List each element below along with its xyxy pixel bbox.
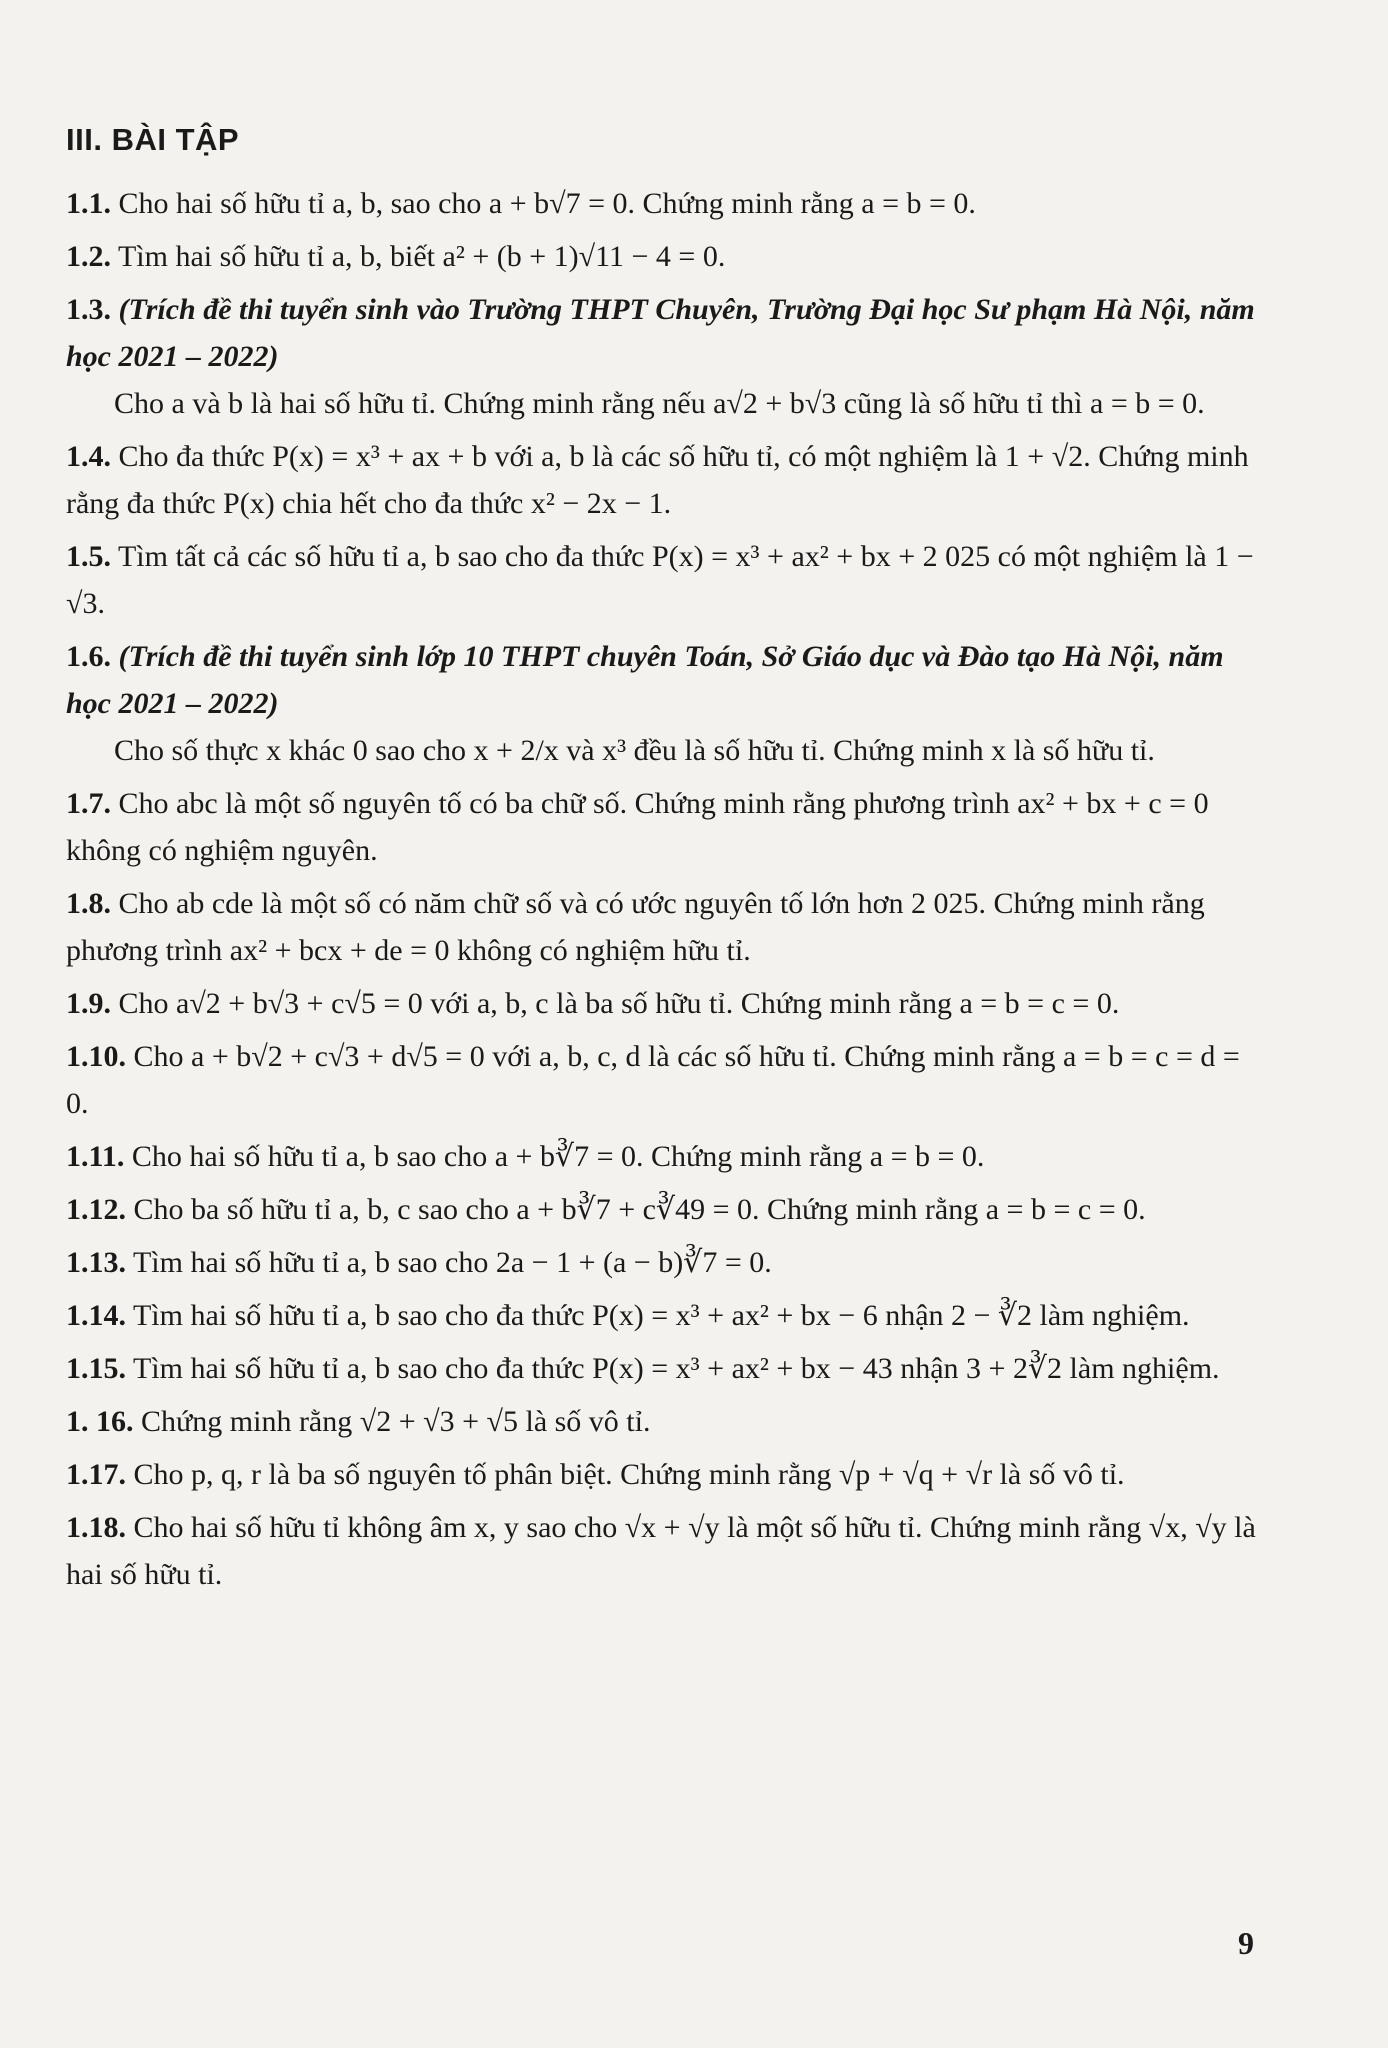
exercise-item [66, 286, 1266, 427]
exercise-text: Cho abc là một số nguyên tố có ba chữ số. Chứng minh rằng phương trình ax² + bx + c = 0 không có nghiệm nguyên. [66, 787, 1209, 867]
exercise-number: 1.1. [66, 187, 111, 220]
exercise-item [66, 1033, 1266, 1127]
exercise-number: 1.4. [66, 440, 111, 473]
exercise-item [66, 533, 1266, 627]
exercise-item [66, 1239, 1266, 1286]
exercise-text: Tìm hai số hữu tỉ a, b sao cho đa thức P(x) = x³ + ax² + bx − 6 nhận 2 − ∛2 làm nghiệm. [132, 1299, 1190, 1332]
exercise-source: (Trích đề thi tuyển sinh vào Trường THPT Chuyên, Trường Đại học Sư phạm Hà Nội, năm học 2021 – 2022) [66, 293, 1255, 373]
exercise-item [66, 1292, 1266, 1339]
page-number: 9 [1238, 1925, 1254, 1961]
exercise-text: Cho hai số hữu tỉ a, b sao cho a + b∛7 = 0. Chứng minh rằng a = b = 0. [131, 1140, 985, 1173]
exercise-item [66, 433, 1266, 527]
exercise-number: 1.17. [66, 1458, 126, 1491]
exercise-text: Cho ba số hữu tỉ a, b, c sao cho a + b∛7 + c∛49 = 0. Chứng minh rằng a = b = c = 0. [133, 1193, 1146, 1226]
exercise-item [66, 780, 1266, 874]
exercise-item [66, 1504, 1266, 1598]
exercise-number: 1.10. [66, 1040, 126, 1073]
exercise-number: 1.2. [66, 240, 111, 273]
exercise-text: Cho p, q, r là ba số nguyên tố phân biệt. Chứng minh rằng √p + √q + √r là số vô tỉ. [133, 1458, 1125, 1491]
exercise-text: Tìm hai số hữu tỉ a, b, biết a² + (b + 1)√11 − 4 = 0. [117, 240, 726, 273]
exercise-number: 1.9. [66, 987, 111, 1020]
section-heading: III. BÀI TẬP [66, 122, 240, 157]
exercise-item [66, 233, 1266, 280]
exercise-number: 1.3. [66, 293, 111, 326]
exercise-number: 1.15. [66, 1352, 126, 1385]
exercise-number: 1.8. [66, 887, 111, 920]
exercise-item [66, 980, 1266, 1027]
exercise-number: 1. 16. [66, 1405, 134, 1438]
exercise-number: 1.14. [66, 1299, 126, 1332]
exercise-text: Tìm hai số hữu tỉ a, b sao cho 2a − 1 + (a − b)∛7 = 0. [132, 1246, 772, 1279]
exercise-text: Cho ab cde là một số có năm chữ số và có ước nguyên tố lớn hơn 2 025. Chứng minh rằng phương trình ax² + bcx + de = 0 không có nghiệm hữu tỉ. [66, 887, 1205, 967]
exercise-number: 1.12. [66, 1193, 126, 1226]
exercise-text: Tìm hai số hữu tỉ a, b sao cho đa thức P(x) = x³ + ax² + bx − 43 nhận 3 + 2∛2 làm nghiệm. [132, 1352, 1220, 1385]
exercise-number: 1.6. [66, 640, 111, 673]
exercise-list [66, 180, 1266, 1604]
exercise-item [66, 880, 1266, 974]
exercise-text: Cho a + b√2 + c√3 + d√5 = 0 với a, b, c, d là các số hữu tỉ. Chứng minh rằng a = b = c = d = 0. [66, 1040, 1240, 1120]
exercise-text: Cho hai số hữu tỉ không âm x, y sao cho √x + √y là một số hữu tỉ. Chứng minh rằng √x, √y là hai số hữu tỉ. [66, 1511, 1256, 1591]
exercise-number: 1.7. [66, 787, 111, 820]
exercise-number: 1.18. [66, 1511, 126, 1544]
exercise-item [66, 1186, 1266, 1233]
exercise-number: 1.13. [66, 1246, 126, 1279]
exercise-text: Cho số thực x khác 0 sao cho x + 2/x và x³ đều là số hữu tỉ. Chứng minh x là số hữu tỉ. [114, 734, 1155, 767]
exercise-item [66, 1451, 1266, 1498]
exercise-item [66, 1398, 1266, 1445]
exercise-text: Tìm tất cả các số hữu tỉ a, b sao cho đa thức P(x) = x³ + ax² + bx + 2 025 có một nghiệm là 1 − √3. [66, 540, 1254, 620]
exercise-item [66, 1133, 1266, 1180]
exercise-item [66, 1345, 1266, 1392]
exercise-item [66, 633, 1266, 774]
exercise-text: Cho a và b là hai số hữu tỉ. Chứng minh rằng nếu a√2 + b√3 cũng là số hữu tỉ thì a = b = 0. [114, 387, 1205, 420]
exercise-number: 1.5. [66, 540, 111, 573]
exercise-text: Chứng minh rằng √2 + √3 + √5 là số vô tỉ. [141, 1405, 651, 1438]
exercise-number: 1.11. [66, 1140, 125, 1173]
exercise-text: Cho hai số hữu tỉ a, b, sao cho a + b√7 = 0. Chứng minh rằng a = b = 0. [118, 187, 976, 220]
exercise-item [66, 180, 1266, 227]
exercise-text: Cho đa thức P(x) = x³ + ax + b với a, b là các số hữu tỉ, có một nghiệm là 1 + √2. Chứng minh rằng đa thức P(x) chia hết cho đa thức x² − 2x − 1. [66, 440, 1249, 520]
exercise-text: Cho a√2 + b√3 + c√5 = 0 với a, b, c là ba số hữu tỉ. Chứng minh rằng a = b = c = 0. [118, 987, 1120, 1020]
exercise-source: (Trích đề thi tuyển sinh lớp 10 THPT chuyên Toán, Sở Giáo dục và Đào tạo Hà Nội, năm học 2021 – 2022) [66, 640, 1224, 720]
